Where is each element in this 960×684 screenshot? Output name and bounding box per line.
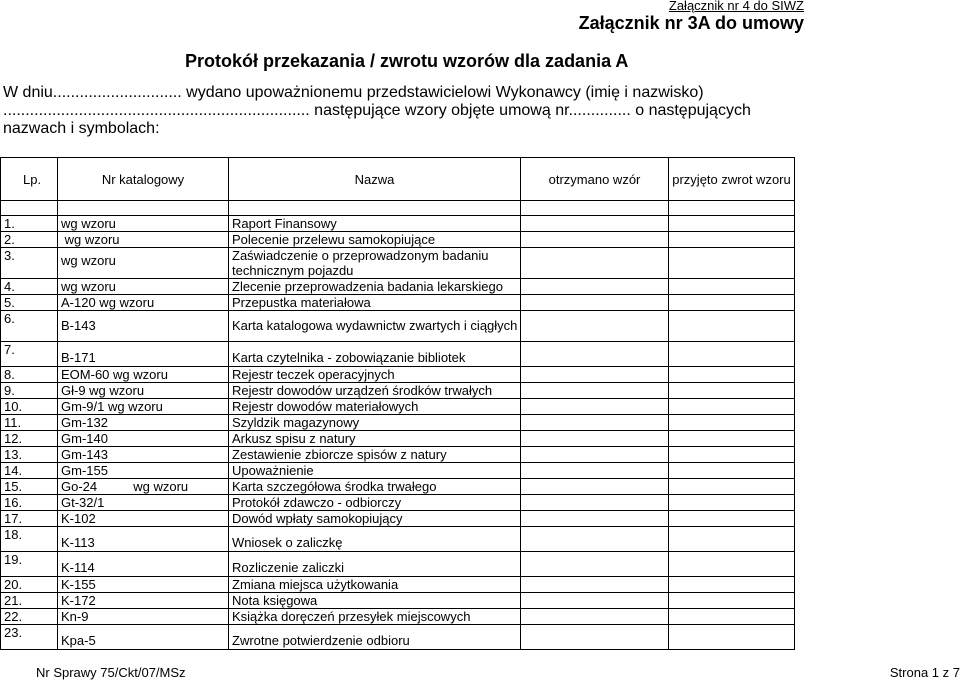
cell-name-text: Karta szczegółowa środka trwałego [232, 479, 437, 494]
cell-catalog-number [58, 479, 229, 495]
cell-name [229, 511, 521, 527]
cell-name [229, 495, 521, 511]
table-row [1, 311, 795, 342]
cell-catalog-number-text: wg wzoru [61, 232, 120, 247]
cell-lp-text: 22. [4, 609, 23, 624]
cell-lp-text: 11. [4, 415, 22, 430]
cell-returned [669, 279, 795, 295]
cell-name [229, 593, 521, 609]
cell-received [521, 399, 669, 415]
cell-lp-text: 17. [4, 511, 23, 526]
cell-catalog-number [58, 431, 229, 447]
cell-name [229, 342, 521, 367]
cell-returned [669, 577, 795, 593]
cell-lp [1, 552, 58, 577]
cell-catalog-number [58, 527, 229, 552]
cell-name [229, 552, 521, 577]
cell-catalog-number-text: K-172 [61, 593, 96, 608]
cell-catalog-number [58, 399, 229, 415]
cell-lp-text: 18. [4, 527, 23, 542]
cell-name [229, 311, 521, 342]
cell-name-text: Książka doręczeń przesyłek miejscowych [232, 609, 471, 624]
cell-catalog-number-text: wg wzoru [61, 279, 116, 294]
table-body [1, 216, 795, 650]
cell-name-text: Zlecenie przeprowadzenia badania lekarskiego [232, 279, 504, 294]
cell-returned [669, 479, 795, 495]
cell-catalog-number-text: Gm-155 [61, 463, 108, 478]
cell-catalog-number [58, 609, 229, 625]
cell-lp-text: 12. [4, 431, 23, 446]
cell-name [229, 463, 521, 479]
cell-name-text: Rejestr teczek operacyjnych [232, 367, 395, 382]
cell-catalog-number [58, 577, 229, 593]
cell-catalog-number-text: Kn-9 [61, 609, 89, 624]
intro-line-2: ..................................................................... następujące wzory objęte umową nr.............. o następujących [3, 102, 751, 119]
cell-name-text: Rozliczenie zaliczki [232, 560, 344, 575]
cell-catalog-number [58, 415, 229, 431]
cell-name-text: Upoważnienie [232, 463, 314, 478]
cell-lp-text: 4. [4, 279, 15, 294]
cell-returned [669, 415, 795, 431]
cell-catalog-number-text: K-114 [61, 560, 95, 575]
table-row [1, 593, 795, 609]
cell-lp [1, 248, 58, 279]
cell-catalog-number-text: Gm-143 [61, 447, 108, 462]
cell-name [229, 415, 521, 431]
cell-returned [669, 463, 795, 479]
cell-lp [1, 431, 58, 447]
cell-lp-text: 23. [4, 625, 23, 640]
cell-lp [1, 447, 58, 463]
intro-line-1: W dniu............................. wydano upoważnionemu przedstawicielowi Wykonawcy (imię i nazwisko) [3, 84, 704, 101]
cell-name-text: Przepustka materiałowa [232, 295, 371, 310]
cell-returned [669, 593, 795, 609]
cell-name-text: Arkusz spisu z natury [232, 431, 356, 446]
table-row [1, 552, 795, 577]
cell-received [521, 383, 669, 399]
cell-lp-text: 7. [4, 342, 15, 357]
cell-lp [1, 479, 58, 495]
intro-paragraph [3, 84, 803, 138]
header-catalog-number: Nr katalogowy [58, 158, 229, 201]
cell-name-text: Zestawienie zbiorcze spisów z natury [232, 447, 447, 462]
templates-table [0, 157, 795, 650]
cell-received [521, 625, 669, 650]
cell-returned [669, 216, 795, 232]
cell-lp [1, 383, 58, 399]
cell-name-text: Karta czytelnika - zobowiązanie bibliotek [232, 350, 466, 365]
cell-name-text: Nota księgowa [232, 593, 318, 608]
cell-catalog-number [58, 593, 229, 609]
cell-catalog-number-text: K-155 [61, 577, 96, 592]
cell-lp [1, 415, 58, 431]
cell-catalog-number-text: Gm-9/1 wg wzoru [61, 399, 163, 414]
cell-catalog-number [58, 511, 229, 527]
cell-lp [1, 527, 58, 552]
cell-returned [669, 447, 795, 463]
table-row [1, 216, 795, 232]
cell-received [521, 609, 669, 625]
cell-lp-text: 10. [4, 399, 23, 414]
cell-catalog-number-text: K-113 [61, 535, 95, 550]
cell-catalog-number [58, 552, 229, 577]
table-row [1, 279, 795, 295]
cell-lp [1, 367, 58, 383]
cell-returned [669, 431, 795, 447]
table-row [1, 295, 795, 311]
cell-lp-text: 20. [4, 577, 23, 592]
cell-received [521, 511, 669, 527]
cell-lp-text: 14. [4, 463, 23, 478]
cell-returned [669, 625, 795, 650]
cell-name-text: Karta katalogowa wydawnictw zwartych i ciągłych [232, 318, 518, 333]
cell-catalog-number-text: B-171 [61, 350, 96, 365]
table-row [1, 248, 795, 279]
cell-name [229, 295, 521, 311]
cell-lp [1, 311, 58, 342]
cell-lp [1, 295, 58, 311]
cell-catalog-number [58, 367, 229, 383]
cell-catalog-number [58, 216, 229, 232]
cell-name-text: Szyldzik magazynowy [232, 415, 360, 430]
cell-catalog-number [58, 311, 229, 342]
cell-lp [1, 577, 58, 593]
cell-received [521, 342, 669, 367]
cell-catalog-number [58, 495, 229, 511]
table-spacer-row [1, 201, 795, 216]
cell-lp [1, 609, 58, 625]
cell-catalog-number [58, 342, 229, 367]
header-lp: Lp. [1, 158, 58, 201]
cell-received [521, 248, 669, 279]
cell-catalog-number-text: Go-24 wg wzoru [61, 479, 189, 494]
cell-returned [669, 495, 795, 511]
cell-name [229, 279, 521, 295]
cell-catalog-number-text: B-143 [61, 318, 96, 333]
table-row [1, 447, 795, 463]
cell-returned [669, 511, 795, 527]
cell-catalog-number-text: Gł-9 wg wzoru [61, 383, 145, 398]
cell-name-text: Rejestr dowodów urządzeń środków trwałych [232, 383, 493, 398]
cell-catalog-number [58, 383, 229, 399]
cell-received [521, 232, 669, 248]
cell-returned [669, 232, 795, 248]
cell-catalog-number [58, 295, 229, 311]
cell-name [229, 609, 521, 625]
cell-catalog-number [58, 447, 229, 463]
table-row [1, 399, 795, 415]
cell-received [521, 447, 669, 463]
cell-catalog-number [58, 279, 229, 295]
cell-received [521, 552, 669, 577]
cell-received [521, 279, 669, 295]
cell-name [229, 383, 521, 399]
cell-returned [669, 552, 795, 577]
header-returned: przyjęto zwrot wzoru [669, 158, 795, 201]
cell-received [521, 216, 669, 232]
cell-lp-text: 6. [4, 311, 15, 326]
cell-returned [669, 527, 795, 552]
cell-lp-text: 8. [4, 367, 15, 382]
cell-name [229, 527, 521, 552]
cell-returned [669, 399, 795, 415]
header-name: Nazwa [229, 158, 521, 201]
cell-name-text: Wniosek o zaliczkę [232, 535, 343, 550]
cell-name-text: Raport Finansowy [232, 216, 337, 231]
table-row [1, 232, 795, 248]
cell-lp [1, 399, 58, 415]
table-row [1, 479, 795, 495]
cell-lp-text: 16. [4, 495, 23, 510]
cell-returned [669, 342, 795, 367]
cell-catalog-number [58, 232, 229, 248]
cell-lp-text: 13. [4, 447, 23, 462]
cell-name [229, 399, 521, 415]
table-row [1, 577, 795, 593]
cell-catalog-number-text: K-102 [61, 511, 96, 526]
cell-name [229, 479, 521, 495]
cell-lp [1, 593, 58, 609]
cell-lp [1, 495, 58, 511]
table-row [1, 415, 795, 431]
cell-catalog-number-text: A-120 wg wzoru [61, 295, 155, 310]
case-number: Nr Sprawy 75/Ckt/07/MSz [36, 665, 186, 680]
table-row [1, 463, 795, 479]
cell-lp-text: 1. [4, 216, 15, 231]
cell-lp-text: 9. [4, 383, 15, 398]
table-row [1, 609, 795, 625]
table-row [1, 625, 795, 650]
cell-returned [669, 311, 795, 342]
cell-received [521, 367, 669, 383]
document-title: Protokół przekazania / zwrotu wzorów dla zadania A [185, 51, 629, 71]
cell-name-text: Dowód wpłaty samokopiujący [232, 511, 403, 526]
cell-lp-text: 5. [4, 295, 15, 310]
cell-catalog-number-text: Kpa-5 [61, 633, 96, 648]
cell-catalog-number [58, 463, 229, 479]
cell-returned [669, 295, 795, 311]
cell-received [521, 495, 669, 511]
cell-received [521, 593, 669, 609]
cell-lp-text: 21. [4, 593, 23, 608]
cell-returned [669, 248, 795, 279]
table-row [1, 342, 795, 367]
cell-name-text: Rejestr dowodów materiałowych [232, 399, 419, 414]
cell-catalog-number-text: Gm-140 [61, 431, 108, 446]
cell-catalog-number-text: Gt-32/1 [61, 495, 105, 510]
cell-name-text: Zmiana miejsca użytkowania [232, 577, 399, 592]
table-header-row [1, 158, 795, 201]
table-row [1, 527, 795, 552]
table-row [1, 511, 795, 527]
cell-lp [1, 625, 58, 650]
cell-name-text: Protokół zdawczo - odbiorczy [232, 495, 402, 510]
cell-lp [1, 342, 58, 367]
cell-received [521, 295, 669, 311]
cell-received [521, 577, 669, 593]
cell-received [521, 311, 669, 342]
cell-catalog-number-text: Gm-132 [61, 415, 108, 430]
cell-name-text: Zwrotne potwierdzenie odbioru [232, 633, 410, 648]
cell-catalog-number-text: EOM-60 wg wzoru [61, 367, 168, 382]
cell-name [229, 431, 521, 447]
attachment-contract-label: Załącznik nr 3A do umowy [578, 13, 804, 33]
table-row [1, 383, 795, 399]
cell-name [229, 447, 521, 463]
table-row [1, 495, 795, 511]
cell-name-text: Zaświadczenie o przeprowadzonym badaniu technicznym pojazdu [232, 248, 493, 278]
cell-received [521, 431, 669, 447]
header-received: otrzymano wzór [521, 158, 669, 201]
cell-name [229, 216, 521, 232]
cell-lp [1, 463, 58, 479]
table-row [1, 431, 795, 447]
cell-catalog-number [58, 625, 229, 650]
cell-name [229, 625, 521, 650]
cell-catalog-number-text: wg wzoru [61, 216, 116, 231]
cell-returned [669, 609, 795, 625]
cell-received [521, 415, 669, 431]
cell-returned [669, 367, 795, 383]
attachment-siwz-label: Załącznik nr 4 do SIWZ [668, 0, 804, 13]
cell-name [229, 367, 521, 383]
cell-lp-text: 19. [4, 552, 23, 567]
cell-received [521, 527, 669, 552]
cell-received [521, 463, 669, 479]
cell-lp [1, 216, 58, 232]
cell-returned [669, 383, 795, 399]
cell-lp-text: 15. [4, 479, 23, 494]
cell-lp [1, 232, 58, 248]
page-number: Strona 1 z 7 [889, 665, 960, 680]
table-row [1, 367, 795, 383]
cell-lp-text: 3. [4, 248, 15, 263]
cell-name [229, 232, 521, 248]
intro-line-3: nazwach i symbolach: [3, 120, 160, 137]
cell-name [229, 248, 521, 279]
cell-name [229, 577, 521, 593]
cell-lp-text: 2. [4, 232, 15, 247]
cell-name-text: Polecenie przelewu samokopiujące [232, 232, 436, 247]
cell-catalog-number [58, 248, 229, 279]
cell-lp [1, 279, 58, 295]
cell-received [521, 479, 669, 495]
cell-catalog-number-text: wg wzoru [61, 253, 116, 268]
cell-lp [1, 511, 58, 527]
